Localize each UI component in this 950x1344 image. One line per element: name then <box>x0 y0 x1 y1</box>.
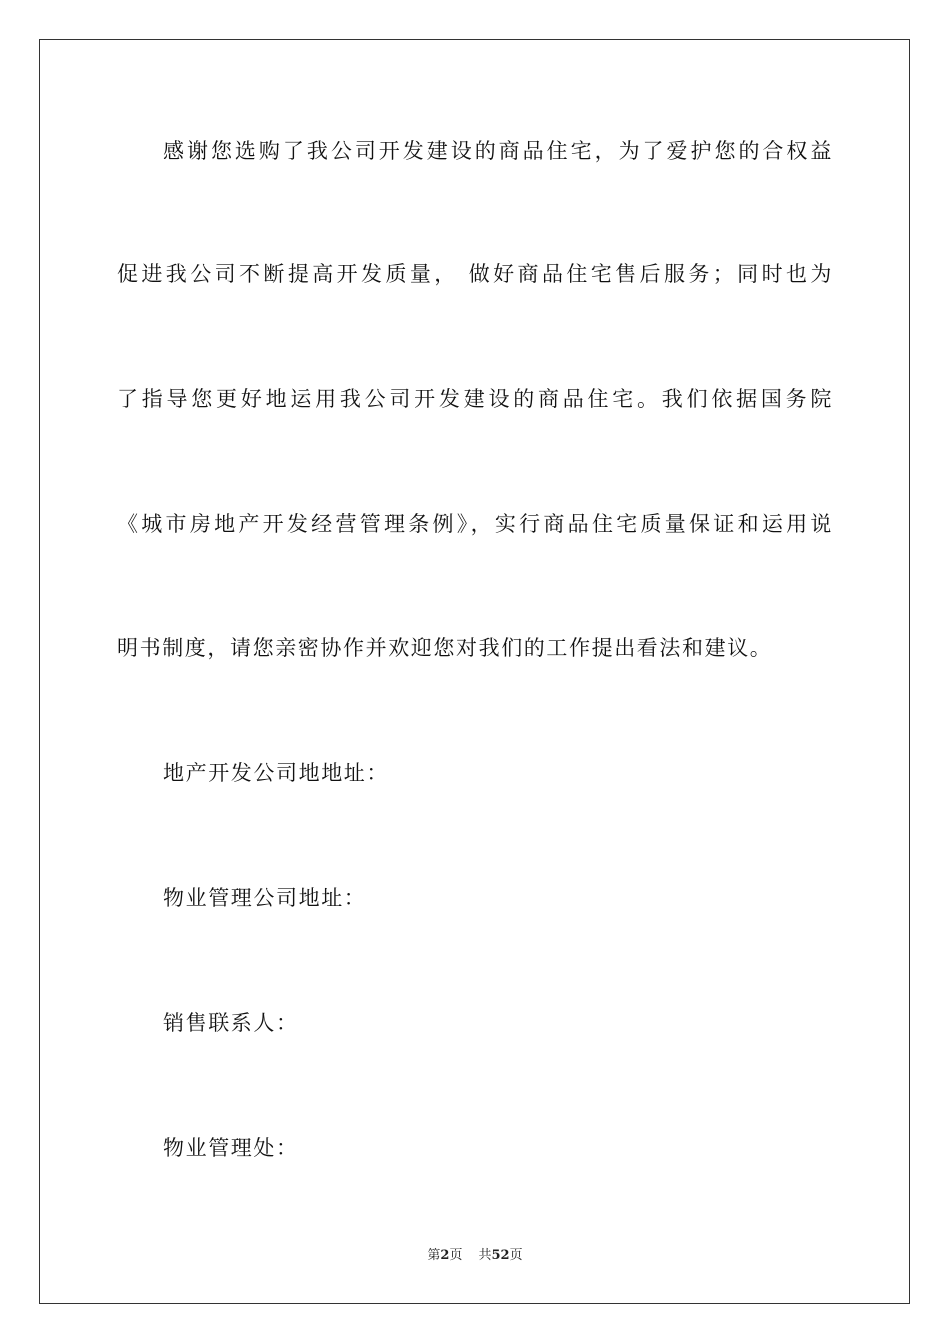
developer-address-label: 地产开发公司地地址： <box>163 761 389 785</box>
paragraph-line-5: 明书制度，请您亲密协作并欢迎您对我们的工作提出看法和建议。 <box>117 636 773 660</box>
total-pages: 52 <box>491 1248 510 1263</box>
sales-contact-label: 销售联系人： <box>163 1011 299 1035</box>
page-number: 2 <box>440 1248 450 1263</box>
page-footer <box>0 1247 950 1265</box>
paragraph-line-1: 感谢您选购了我公司开发建设的商品住宅，为了爱护您的合权益 <box>163 139 833 163</box>
paragraph-line-3: 了指导您更好地运用我公司开发建设的商品住宅。我们依据国务院 <box>117 387 833 411</box>
property-company-address-label: 物业管理公司地址： <box>163 886 367 910</box>
total-prefix: 共 <box>478 1248 492 1263</box>
paragraph-line-2: 促进我公司不断提高开发质量， 做好商品住宅售后服务；同时也为 <box>117 262 833 286</box>
total-suffix: 页 <box>509 1248 523 1263</box>
page-prefix: 第 <box>427 1248 441 1263</box>
property-office-label: 物业管理处： <box>163 1136 299 1160</box>
page-suffix: 页 <box>449 1248 463 1263</box>
paragraph-line-4: 《城市房地产开发经营管理条例》，实行商品住宅质量保证和运用说 <box>117 512 833 536</box>
page-border <box>39 39 910 1304</box>
